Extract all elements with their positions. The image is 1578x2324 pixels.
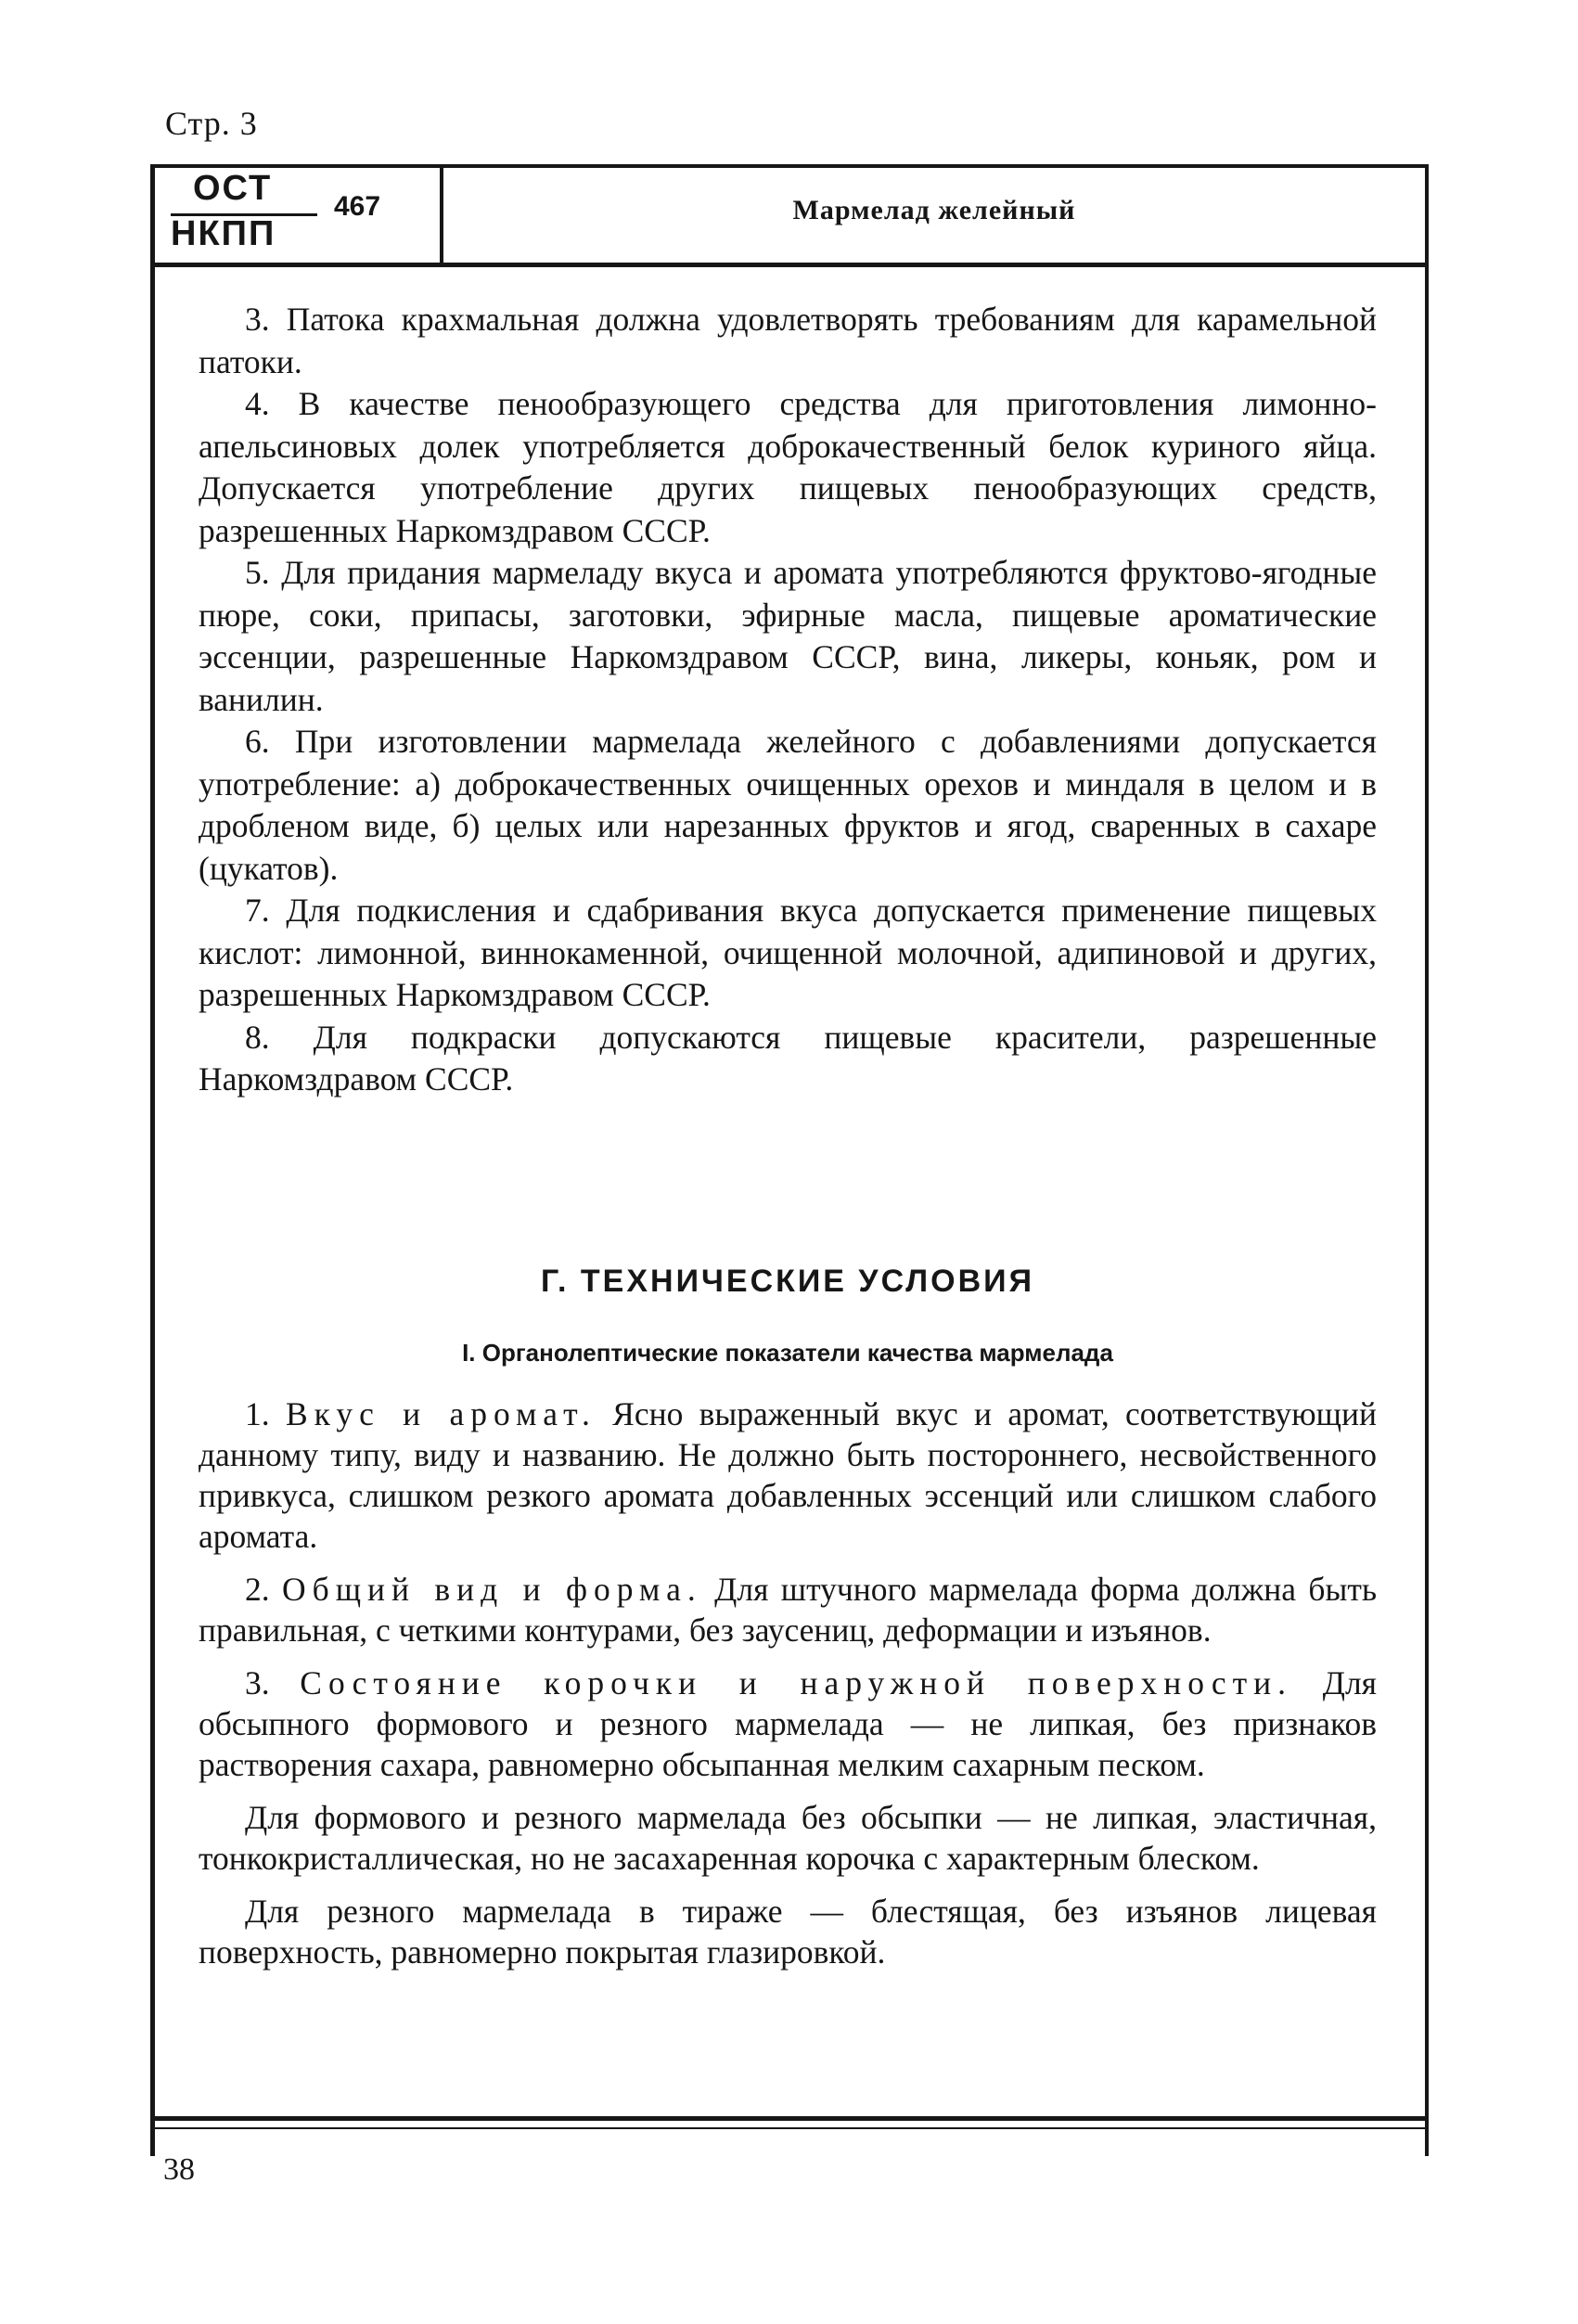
frame-right-rule: [1425, 164, 1429, 2156]
item-6-additions: 6. При изготовлении мармелада желейного с добавлениями допускается употребление: а) доброкачественных очищенных орехов и миндаля в целом и в дробленом виде, б) целых или нарезанных фруктов и ягод, сваренных в сахаре (цукатов).: [199, 723, 1377, 887]
item-7-acids: 7. Для подкисления и сдабривания вкуса допускается применение пищевых кислот: лимонной, виннокаменной, очищенной молочной, адипиновой и других, разрешенных Наркомздравом СССР.: [199, 892, 1377, 1013]
indicator-text: Ясно выраженный вкус и аромат, соответствующий данному типу, виду и названию. Не должно быть постороннего, несвойственного привкуса, слишком резкого аромата добавленных эссенций или слишком слабого аромата.: [199, 1395, 1378, 1555]
page-number: 38: [163, 2152, 195, 2187]
indicator-crust-surface: [199, 1663, 1377, 1785]
item-3-starch-syrup: 3. Патока крахмальная должна удовлетворять требованиям для карамельной патоки.: [199, 301, 1377, 380]
frame-left-rule: [150, 164, 155, 2156]
indicator-number: 3.: [245, 1664, 270, 1701]
indicator-text: Для штучного мармелада форма должна быть правильная, с четкими контурами, без заусениц, деформации и изъянов.: [199, 1571, 1378, 1649]
indicator-appearance-shape: [199, 1569, 1377, 1650]
page-label: Стр. 3: [165, 105, 258, 142]
quality-indicators-list: [199, 1393, 1377, 1972]
item-8-colorants: 8. Для подкраски допускаются пищевые красители, разрешенные Наркомздравом СССР.: [199, 1018, 1377, 1098]
sub-heading: I. Органолептические показатели качества мармелада: [462, 1339, 1113, 1367]
indicator-term: Состояние корочки и наружной поверхности.: [300, 1664, 1293, 1701]
paragraph-formovoy: Для формового и резного мармелада без обсыпки — не липкая, эластичная, тонкокристаллическая, но не засахаренная корочка с характерным блеском.: [199, 1799, 1377, 1877]
standard-number: 467: [334, 191, 381, 222]
frame-bottom-rule: [151, 2116, 1429, 2121]
indicator-term: Общий вид и форма.: [282, 1571, 702, 1608]
indicator-taste-aroma: [199, 1393, 1377, 1557]
item-5-flavoring: 5. Для придания мармеладу вкуса и аромата употребляются фруктово-ягодные пюре, соки, припасы, заготовки, эфирные масла, пищевые ароматические эссенции, разрешенные Наркомздравом СССР, вина, ликеры, коньяк, ром и ванилин.: [199, 554, 1377, 718]
requirements-list: [199, 299, 1377, 1101]
document-title: Мармелад желейный: [792, 195, 1076, 225]
standard-code-top: ОСТ: [193, 169, 273, 208]
section-heading: Г. ТЕХНИЧЕСКИЕ УСЛОВИЯ: [540, 1264, 1035, 1299]
item-4-foaming-agent: 4. В качестве пенообразующего средства для приготовления лимонно-апельсиновых долек употребляется доброкачественный белок куриного яйца. Допускается употребление других пищевых пенообразующих средств, разрешенных Наркомздравом СССР.: [199, 385, 1377, 549]
indicator-text: Для обсыпного формового и резного мармелада — не липкая, без признаков растворения сахара, равномерно обсыпанная мелким сахарным песком.: [199, 1664, 1377, 1783]
paragraph-reznoy: Для резного мармелада в тираже — блестящая, без изъянов лицевая поверхность, равномерно покрытая глазировкой.: [199, 1893, 1377, 1971]
indicator-number: 2.: [245, 1571, 270, 1608]
standard-code-bottom: НКПП: [171, 214, 276, 253]
frame-top-rule: [151, 164, 1429, 168]
indicator-term: Вкус и аромат.: [285, 1395, 597, 1432]
header-bottom-rule: [151, 263, 1429, 267]
indicator-number: 1.: [245, 1395, 270, 1432]
frame-bottom-rule-thin: [151, 2127, 1429, 2129]
